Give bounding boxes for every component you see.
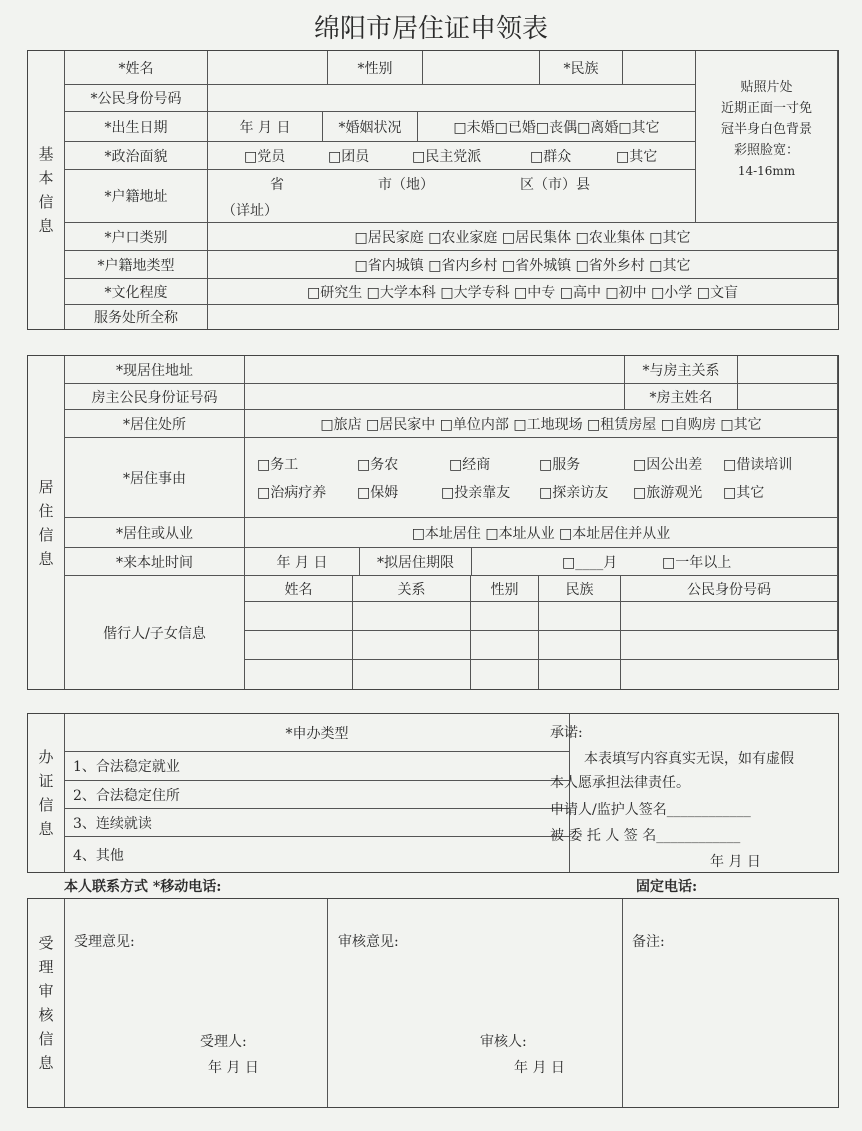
mobile-phone-label: 本人联系方式 *移动电话: bbox=[64, 879, 222, 895]
photo-text-3: 彩照脸宽： bbox=[733, 143, 799, 158]
reason-opt-6[interactable]: □治病疗养 bbox=[257, 485, 327, 501]
apply-side-label: 办证信息 bbox=[28, 714, 65, 872]
gender-label: *性别 bbox=[328, 51, 423, 85]
reason-opt-4[interactable]: □因公出差 bbox=[633, 457, 703, 473]
applicant-signature[interactable]: 申请人/监护人签名____________ bbox=[550, 802, 751, 818]
accept-opinion-label: 受理意见: bbox=[74, 934, 135, 950]
comp-cell[interactable] bbox=[471, 631, 539, 660]
comp-col-relation: 关系 bbox=[353, 576, 471, 602]
comp-cell[interactable] bbox=[245, 660, 353, 689]
basic-info-table bbox=[27, 50, 839, 330]
comp-cell[interactable] bbox=[621, 660, 838, 689]
reason-options[interactable] bbox=[245, 438, 838, 518]
arrive-label: *来本址时间 bbox=[65, 548, 245, 576]
employ-label: *居住或从业 bbox=[65, 518, 245, 548]
reason-opt-7[interactable]: □保姆 bbox=[357, 485, 399, 501]
review-date[interactable]: 年 月 日 bbox=[514, 1060, 565, 1076]
application-table bbox=[27, 713, 839, 873]
apply-type-1[interactable]: 1、合法稳定就业 bbox=[65, 752, 570, 781]
promise-title: 承诺: bbox=[550, 725, 583, 741]
reason-opt-2[interactable]: □经商 bbox=[449, 457, 491, 473]
political-opt-2[interactable]: □民主党派 bbox=[412, 148, 482, 165]
reviewer-label: 审核人: bbox=[480, 1034, 527, 1050]
comp-col-gender: 性别 bbox=[471, 576, 539, 602]
comp-cell[interactable] bbox=[471, 660, 539, 689]
period-months[interactable]: □____月 bbox=[562, 554, 618, 571]
region-type-options[interactable]: □省内城镇 □省内乡村 □省外城镇 □省外乡村 □其它 bbox=[208, 251, 838, 279]
comp-cell[interactable] bbox=[539, 660, 621, 689]
county-text: 区（市）县 bbox=[520, 177, 590, 193]
reason-opt-9[interactable]: □探亲访友 bbox=[539, 485, 609, 501]
review-table bbox=[27, 898, 839, 1108]
comp-cell[interactable] bbox=[245, 631, 353, 660]
place-options[interactable]: □旅店 □居民家中 □单位内部 □工地现场 □租赁房屋 □自购房 □其它 bbox=[245, 410, 838, 438]
marital-options[interactable]: □未婚□已婚□丧偶□离婚□其它 bbox=[418, 112, 696, 142]
page-title: 绵阳市居住证申领表 bbox=[313, 14, 548, 44]
detail-text: （详址） bbox=[222, 203, 278, 219]
owner-id-label: 房主公民身份证号码 bbox=[65, 384, 245, 410]
basic-side-label: 基本信息 bbox=[28, 51, 65, 329]
employ-options[interactable]: □本址居住 □本址从业 □本址居住并从业 bbox=[245, 518, 838, 548]
reason-opt-1[interactable]: □务农 bbox=[357, 457, 399, 473]
comp-col-ethnicity: 民族 bbox=[539, 576, 621, 602]
reason-opt-0[interactable]: □务工 bbox=[257, 457, 299, 473]
political-label: *政治面貌 bbox=[65, 142, 208, 170]
comp-cell[interactable] bbox=[539, 602, 621, 631]
review-side-label: 受理审核信息 bbox=[28, 899, 65, 1107]
photo-text-4: 14-16mm bbox=[737, 164, 796, 178]
education-label: *文化程度 bbox=[65, 279, 208, 305]
reason-opt-8[interactable]: □投亲靠友 bbox=[441, 485, 511, 501]
comp-cell[interactable] bbox=[471, 602, 539, 631]
education-options[interactable]: □研究生 □大学本科 □大学专科 □中专 □高中 □初中 □小学 □文盲 bbox=[208, 279, 838, 305]
reason-opt-10[interactable]: □旅游观光 bbox=[633, 485, 703, 501]
birth-label: *出生日期 bbox=[65, 112, 208, 142]
province-text: 省 bbox=[270, 177, 284, 193]
fixed-phone-label: 固定电话: bbox=[636, 879, 698, 895]
comp-cell[interactable] bbox=[539, 631, 621, 660]
name-label: *姓名 bbox=[65, 51, 208, 85]
comp-cell[interactable] bbox=[245, 602, 353, 631]
hukou-type-options[interactable]: □居民家庭 □农业家庭 □居民集体 □农业集体 □其它 bbox=[208, 223, 838, 251]
apply-date[interactable]: 年 月 日 bbox=[710, 854, 761, 870]
birth-field[interactable]: 年 月 日 bbox=[208, 112, 323, 142]
political-opt-0[interactable]: □党员 bbox=[244, 148, 286, 165]
hukou-address-field[interactable] bbox=[208, 170, 696, 223]
current-address-label: *现居住地址 bbox=[65, 356, 245, 384]
period-label: *拟居住期限 bbox=[360, 548, 472, 576]
ethnicity-field[interactable] bbox=[623, 51, 696, 85]
gender-field[interactable] bbox=[423, 51, 540, 85]
apply-type-header: *申办类型 bbox=[65, 714, 570, 752]
companion-label: 偕行人/子女信息 bbox=[65, 576, 245, 689]
political-opt-3[interactable]: □群众 bbox=[530, 148, 572, 165]
residence-info-table bbox=[27, 355, 839, 690]
political-options[interactable] bbox=[208, 142, 696, 170]
hukou-address-label: *户籍地址 bbox=[65, 170, 208, 223]
photo-text-2: 冠半身白色背景 bbox=[720, 122, 812, 137]
apply-type-2[interactable]: 2、合法稳定住所 bbox=[65, 781, 570, 809]
hukou-type-label: *户口类别 bbox=[65, 223, 208, 251]
reason-opt-3[interactable]: □服务 bbox=[539, 457, 581, 473]
apply-type-4[interactable]: 4、其他 bbox=[65, 837, 570, 872]
political-opt-1[interactable]: □团员 bbox=[328, 148, 370, 165]
photo-text-0: 贴照片处 bbox=[740, 80, 793, 95]
marital-label: *婚姻状况 bbox=[323, 112, 418, 142]
period-year-plus[interactable]: □一年以上 bbox=[662, 554, 732, 571]
arrive-field[interactable]: 年 月 日 bbox=[245, 548, 360, 576]
service-label: 服务处所全称 bbox=[65, 305, 208, 329]
residence-side-label: 居住信息 bbox=[28, 356, 65, 689]
comp-cell[interactable] bbox=[621, 631, 838, 660]
owner-name-field[interactable] bbox=[738, 384, 838, 410]
service-field[interactable] bbox=[208, 305, 838, 329]
city-text: 市（地） bbox=[378, 177, 434, 193]
check-opinion-label: 审核意见: bbox=[338, 934, 399, 950]
name-field[interactable] bbox=[208, 51, 328, 85]
promise-line-2: 本人愿承担法律责任。 bbox=[550, 775, 690, 791]
owner-relation-label: *与房主关系 bbox=[625, 356, 738, 384]
reason-label: *居住事由 bbox=[65, 438, 245, 518]
comp-cell[interactable] bbox=[621, 602, 838, 631]
owner-id-field[interactable] bbox=[245, 384, 625, 410]
reason-opt-5[interactable]: □借读培训 bbox=[723, 457, 793, 473]
photo-text-1: 近期正面一寸免 bbox=[720, 101, 812, 116]
current-address-field[interactable] bbox=[245, 356, 625, 384]
id-number-label: *公民身份号码 bbox=[65, 85, 208, 112]
ethnicity-label: *民族 bbox=[540, 51, 623, 85]
id-number-field[interactable] bbox=[208, 85, 696, 112]
comp-cell[interactable] bbox=[353, 602, 471, 631]
accept-date[interactable]: 年 月 日 bbox=[208, 1060, 259, 1076]
owner-relation-field[interactable] bbox=[738, 356, 838, 384]
owner-name-label: *房主姓名 bbox=[625, 384, 738, 410]
remark-label: 备注: bbox=[632, 934, 665, 950]
comp-col-name: 姓名 bbox=[245, 576, 353, 602]
comp-cell[interactable] bbox=[353, 660, 471, 689]
delegate-signature[interactable]: 被 委 托 人 签 名____________ bbox=[550, 828, 741, 844]
apply-type-3[interactable]: 3、连续就读 bbox=[65, 809, 570, 837]
reason-opt-11[interactable]: □其它 bbox=[723, 485, 765, 501]
comp-col-id: 公民身份号码 bbox=[621, 576, 838, 602]
region-type-label: *户籍地类型 bbox=[65, 251, 208, 279]
promise-line-1: 本表填写内容真实无误，如有虚假 bbox=[584, 751, 794, 767]
period-options[interactable] bbox=[472, 548, 838, 576]
political-opt-4[interactable]: □其它 bbox=[616, 148, 658, 165]
place-label: *居住处所 bbox=[65, 410, 245, 438]
comp-cell[interactable] bbox=[353, 631, 471, 660]
photo-box bbox=[696, 51, 838, 223]
acceptor-label: 受理人: bbox=[200, 1034, 247, 1050]
